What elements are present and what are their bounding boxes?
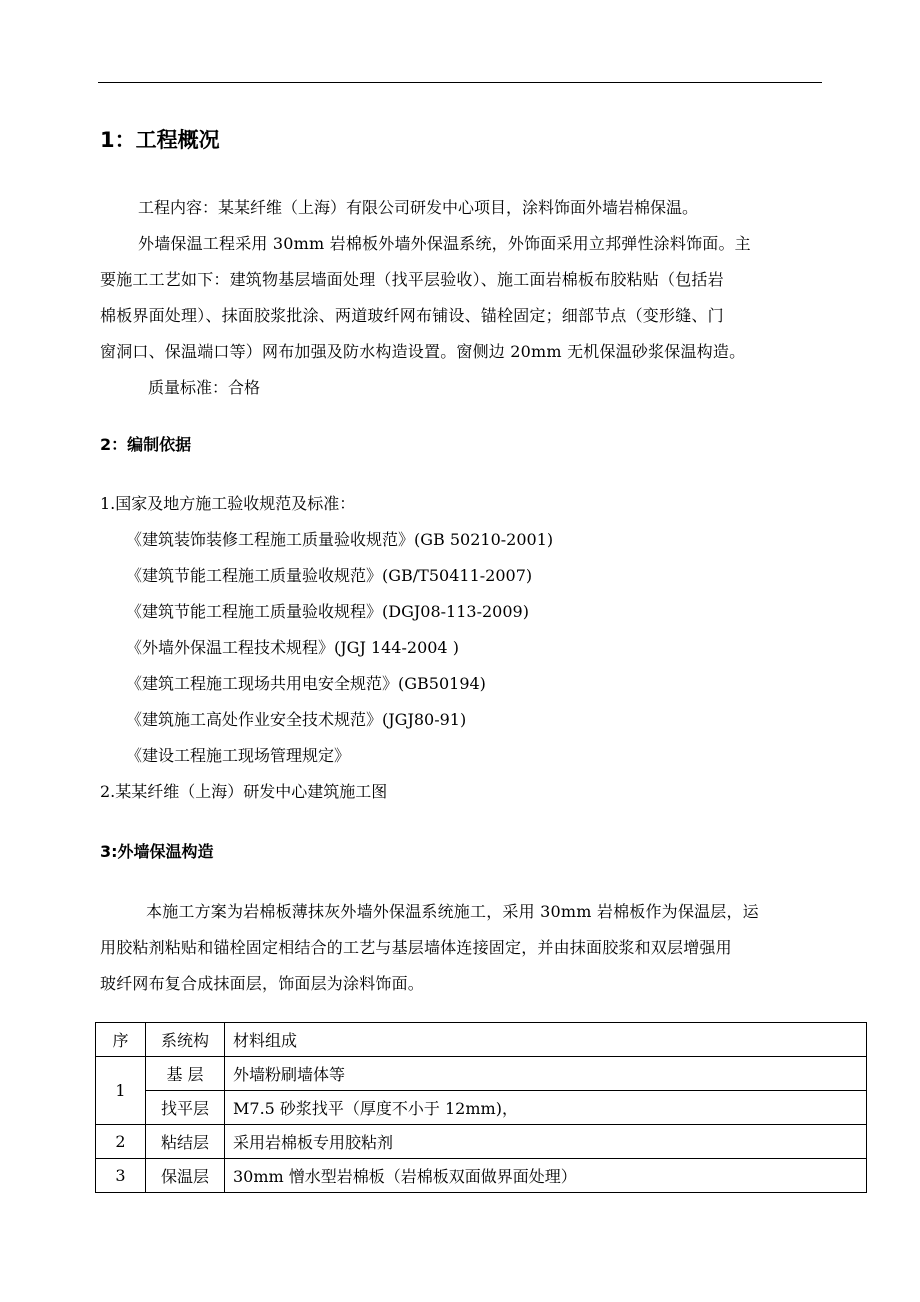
table-row [96,1057,867,1091]
table-row [96,1159,867,1193]
para-line: 本施工方案为岩棉板薄抹灰外墙外保温系统施工，采用 30mm 岩棉板作为保温层，运 [146,902,759,921]
header-system: 系统构 [146,1023,225,1057]
row-no: 1 [96,1057,146,1125]
para-line: 窗洞口、保温端口等）网布加强及防水构造设置。窗侧边 20mm 无机保温砂浆保温构造。 [100,342,746,361]
standard-item: 《建筑工程施工现场共用电安全规范》(GB50194) [126,674,486,693]
standard-item: 《建筑节能工程施工质量验收规范》(GB/T50411-2007) [126,566,533,585]
row-no: 3 [96,1159,146,1193]
table-row [96,1125,867,1159]
table-row [96,1091,867,1125]
para-line: 要施工工艺如下：建筑物基层墙面处理（找平层验收）、施工面岩棉板布胶粘贴（包括岩 [100,270,724,289]
insulation-system-table [95,1022,867,1193]
standard-item: 《外墙外保温工程技术规程》(JGJ 144-2004 ) [126,638,459,657]
section-3-title: 3:外墙保温构造 [100,842,214,861]
section-2-title: 2：编制依据 [100,435,192,454]
para-line: 棉板界面处理）、抹面胶浆批涂、两道玻纤网布铺设、锚栓固定；细部节点（变形缝、门 [100,306,724,325]
basis-item-2: 2.某某纤维（上海）研发中心建筑施工图 [100,782,388,801]
row-layer: 找平层 [146,1091,225,1125]
row-layer: 基 层 [146,1057,225,1091]
row-layer: 保温层 [146,1159,225,1193]
row-no: 2 [96,1125,146,1159]
para-line: 玻纤网布复合成抹面层，饰面层为涂料饰面。 [100,974,425,993]
row-material: 30mm 憎水型岩棉板（岩棉板双面做界面处理） [225,1159,867,1193]
project-content-line: 工程内容：某某纤维（上海）有限公司研发中心项目，涂料饰面外墙岩棉保温。 [138,198,699,217]
basis-item-1: 1.国家及地方施工验收规范及标准： [100,494,356,513]
section-1-title: 1：工程概况 [100,128,220,152]
table-header-row [96,1023,867,1057]
standard-item: 《建设工程施工现场管理规定》 [126,746,351,765]
standard-item: 《建筑装饰装修工程施工质量验收规范》(GB 50210-2001) [126,530,554,549]
header-no: 序 [96,1023,146,1057]
quality-standard: 质量标准：合格 [148,378,261,397]
para-line: 外墙保温工程采用 30mm 岩棉板外墙外保温系统，外饰面采用立邦弹性涂料饰面。主 [138,234,751,253]
para-line: 用胶粘剂粘贴和锚栓固定相结合的工艺与基层墙体连接固定，并由抹面胶浆和双层增强用 [100,938,732,957]
row-material: M7.5 砂浆找平（厚度不小于 12mm)， [225,1091,867,1125]
header-rule [98,82,822,83]
row-layer: 粘结层 [146,1125,225,1159]
standard-item: 《建筑节能工程施工质量验收规程》(DGJ08-113-2009) [126,602,529,621]
header-material: 材料组成 [225,1023,867,1057]
row-material: 采用岩棉板专用胶粘剂 [225,1125,867,1159]
standard-item: 《建筑施工高处作业安全技术规范》(JGJ80-91) [126,710,467,729]
row-material: 外墙粉刷墙体等 [225,1057,867,1091]
